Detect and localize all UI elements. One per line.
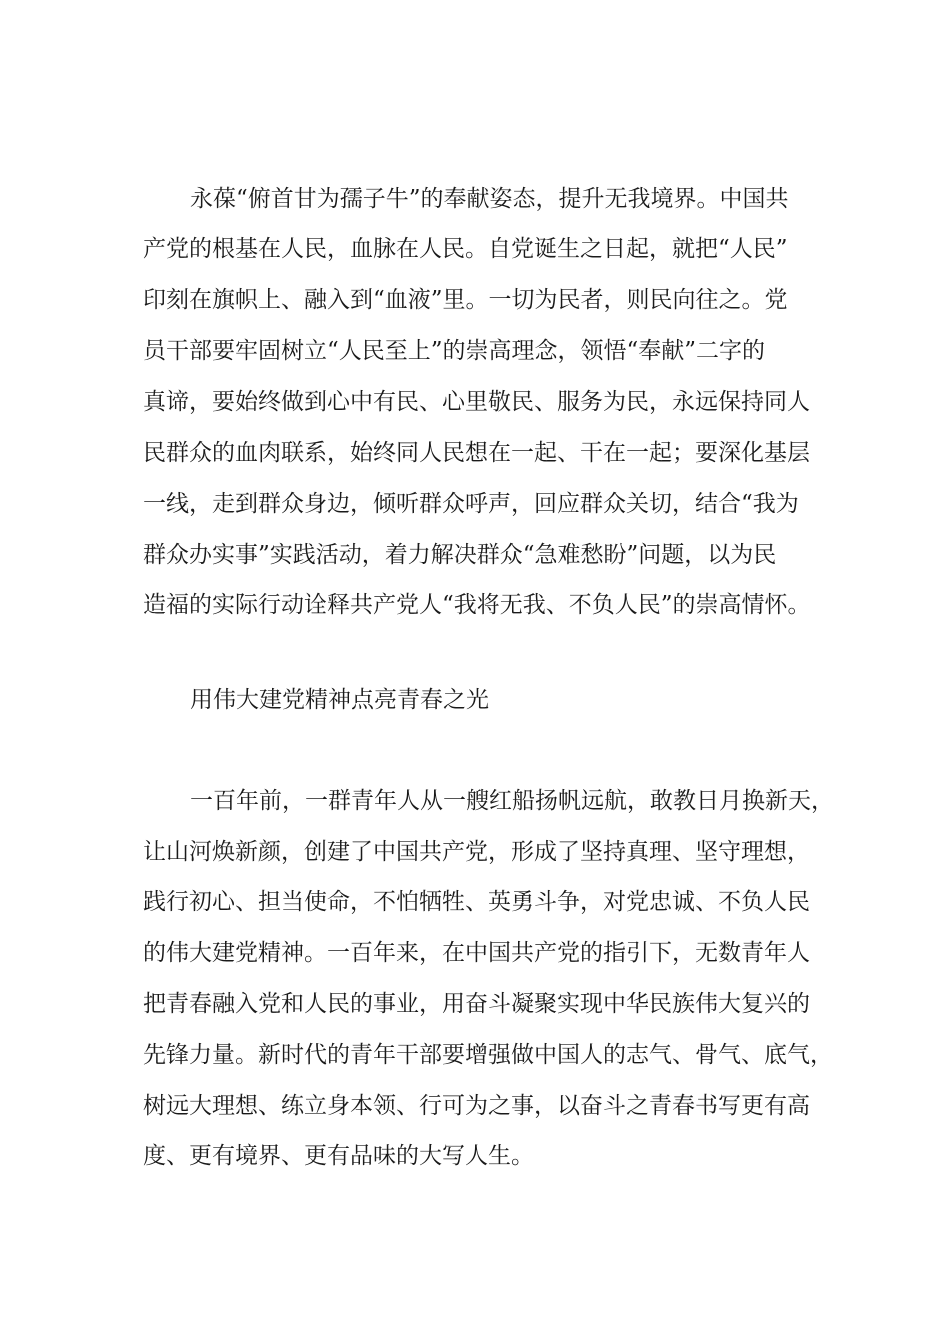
paragraph-line: 员干部要牢固树立“人民至上”的崇高理念，领悟“奉献”二字的 [143,338,766,364]
paragraph-line: 真谛，要始终做到心中有民、心里敬民、服务为民，永远保持同人 [143,389,810,415]
paragraph-line: 把青春融入党和人民的事业，用奋斗凝聚实现中华民族伟大复兴的 [143,991,810,1017]
paragraph-line: 印刻在旗帜上、融入到“血液”里。一切为民者，则民向往之。党 [143,287,788,313]
paragraph-line: 先锋力量。新时代的青年干部要增强做中国人的志气、骨气、底气， [143,1042,833,1068]
paragraph-line: 产党的根基在人民，血脉在人民。自党诞生之日起，就把“人民” [143,236,788,262]
section-heading: 用伟大建党精神点亮青春之光 [190,687,489,713]
paragraph-line: 度、更有境界、更有品味的大写人生。 [143,1143,534,1169]
paragraph-line: 民群众的血肉联系，始终同人民想在一起、干在一起；要深化基层 [143,440,810,466]
paragraph-line: 造福的实际行动诠释共产党人“我将无我、不负人民”的崇高情怀。 [143,592,811,618]
paragraph-line: 践行初心、担当使命，不怕牺牲、英勇斗争，对党忠诚、不负人民 [143,889,810,915]
paragraph-line: 的伟大建党精神。一百年来，在中国共产党的指引下，无数青年人 [143,940,810,966]
paragraph-line: 树远大理想、练立身本领、行可为之事，以奋斗之青春书写更有高 [143,1093,810,1119]
paragraph-line: 让山河焕新颜，创建了中国共产党，形成了坚持真理、坚守理想， [143,839,810,865]
paragraph-line: 永葆“俯首甘为孺子牛”的奉献姿态，提升无我境界。中国共 [190,186,789,212]
paragraph-line: 一线，走到群众身边，倾听群众呼声，回应群众关切，结合“我为 [143,491,799,517]
paragraph-line: 群众办实事”实践活动，着力解决群众“急难愁盼”问题，以为民 [143,542,777,568]
paragraph-line: 一百年前，一群青年人从一艘红船扬帆远航，敢教日月换新天， [190,788,834,814]
